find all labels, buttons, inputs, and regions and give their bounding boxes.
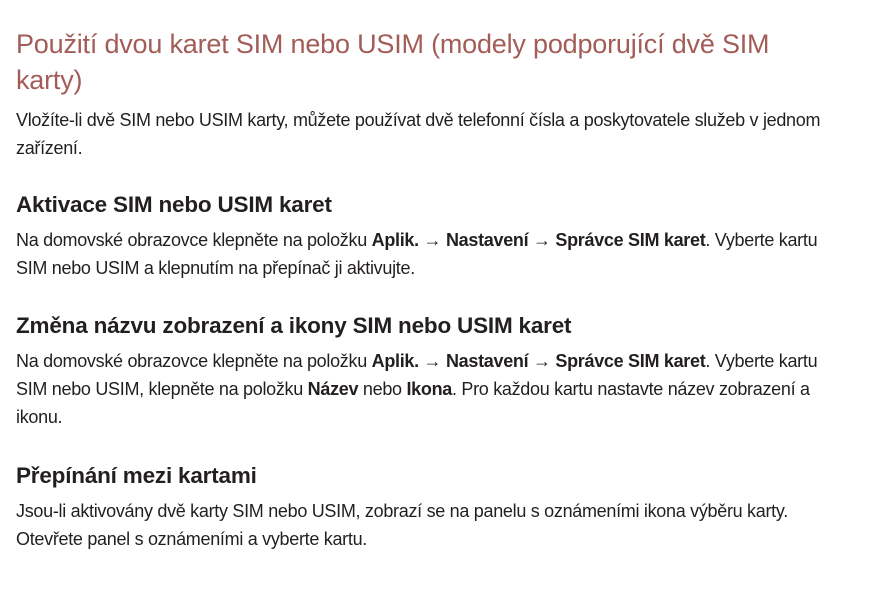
section-heading-activate: Aktivace SIM nebo USIM karet (16, 192, 332, 217)
bold-term-icon: Ikona (406, 379, 452, 399)
text-run: nebo (358, 379, 407, 399)
text-run: Na domovské obrazovce klepněte na položku (16, 351, 372, 371)
bold-term-apps: Aplik. (371, 351, 419, 371)
arrow-separator: → (528, 351, 556, 371)
text-run: . Vyberte kartu SIM nebo USIM, klepněte na položku (16, 351, 818, 399)
bold-term-settings: Nastavení (445, 351, 529, 371)
text-run: . Pro každou kartu nastavte název zobrazení a ikonu. (16, 379, 810, 427)
bold-term-sim-manager: Správce SIM karet (555, 351, 706, 371)
section-paragraph-switch: Jsou-li aktivovány dvě karty SIM nebo USIM, zobrazí se na panelu s oznámeními ikona výběru karty. Otevřete panel s oznámeními a vyberte kartu. (16, 501, 788, 549)
bold-term-name: Název (307, 379, 359, 399)
section-switch (16, 461, 841, 553)
page-title: Použití dvou karet SIM nebo USIM (modely podporující dvě SIM karty) (16, 29, 770, 95)
section-heading-switch: Přepínání mezi kartami (16, 463, 257, 488)
section-paragraph-rename (16, 347, 841, 431)
text-run: . Vyberte kartu SIM nebo USIM a klepnutím na přepínač ji aktivujte. (16, 230, 818, 278)
arrow-separator: → (418, 230, 446, 250)
bold-term-sim-manager: Správce SIM karet (555, 230, 706, 250)
section-paragraph-activate (16, 226, 841, 282)
arrow-separator: → (528, 230, 556, 250)
section-rename (16, 311, 841, 431)
section-activate (16, 190, 841, 282)
section-heading-rename: Změna názvu zobrazení a ikony SIM nebo USIM karet (16, 313, 572, 338)
intro-paragraph: Vložíte-li dvě SIM nebo USIM karty, můžete používat dvě telefonní čísla a poskytovatele služeb v jednom zařízení. (16, 110, 821, 158)
bold-term-settings: Nastavení (445, 230, 529, 250)
bold-term-apps: Aplik. (371, 230, 419, 250)
text-run: Na domovské obrazovce klepněte na položku (16, 230, 372, 250)
arrow-separator: → (418, 351, 446, 371)
